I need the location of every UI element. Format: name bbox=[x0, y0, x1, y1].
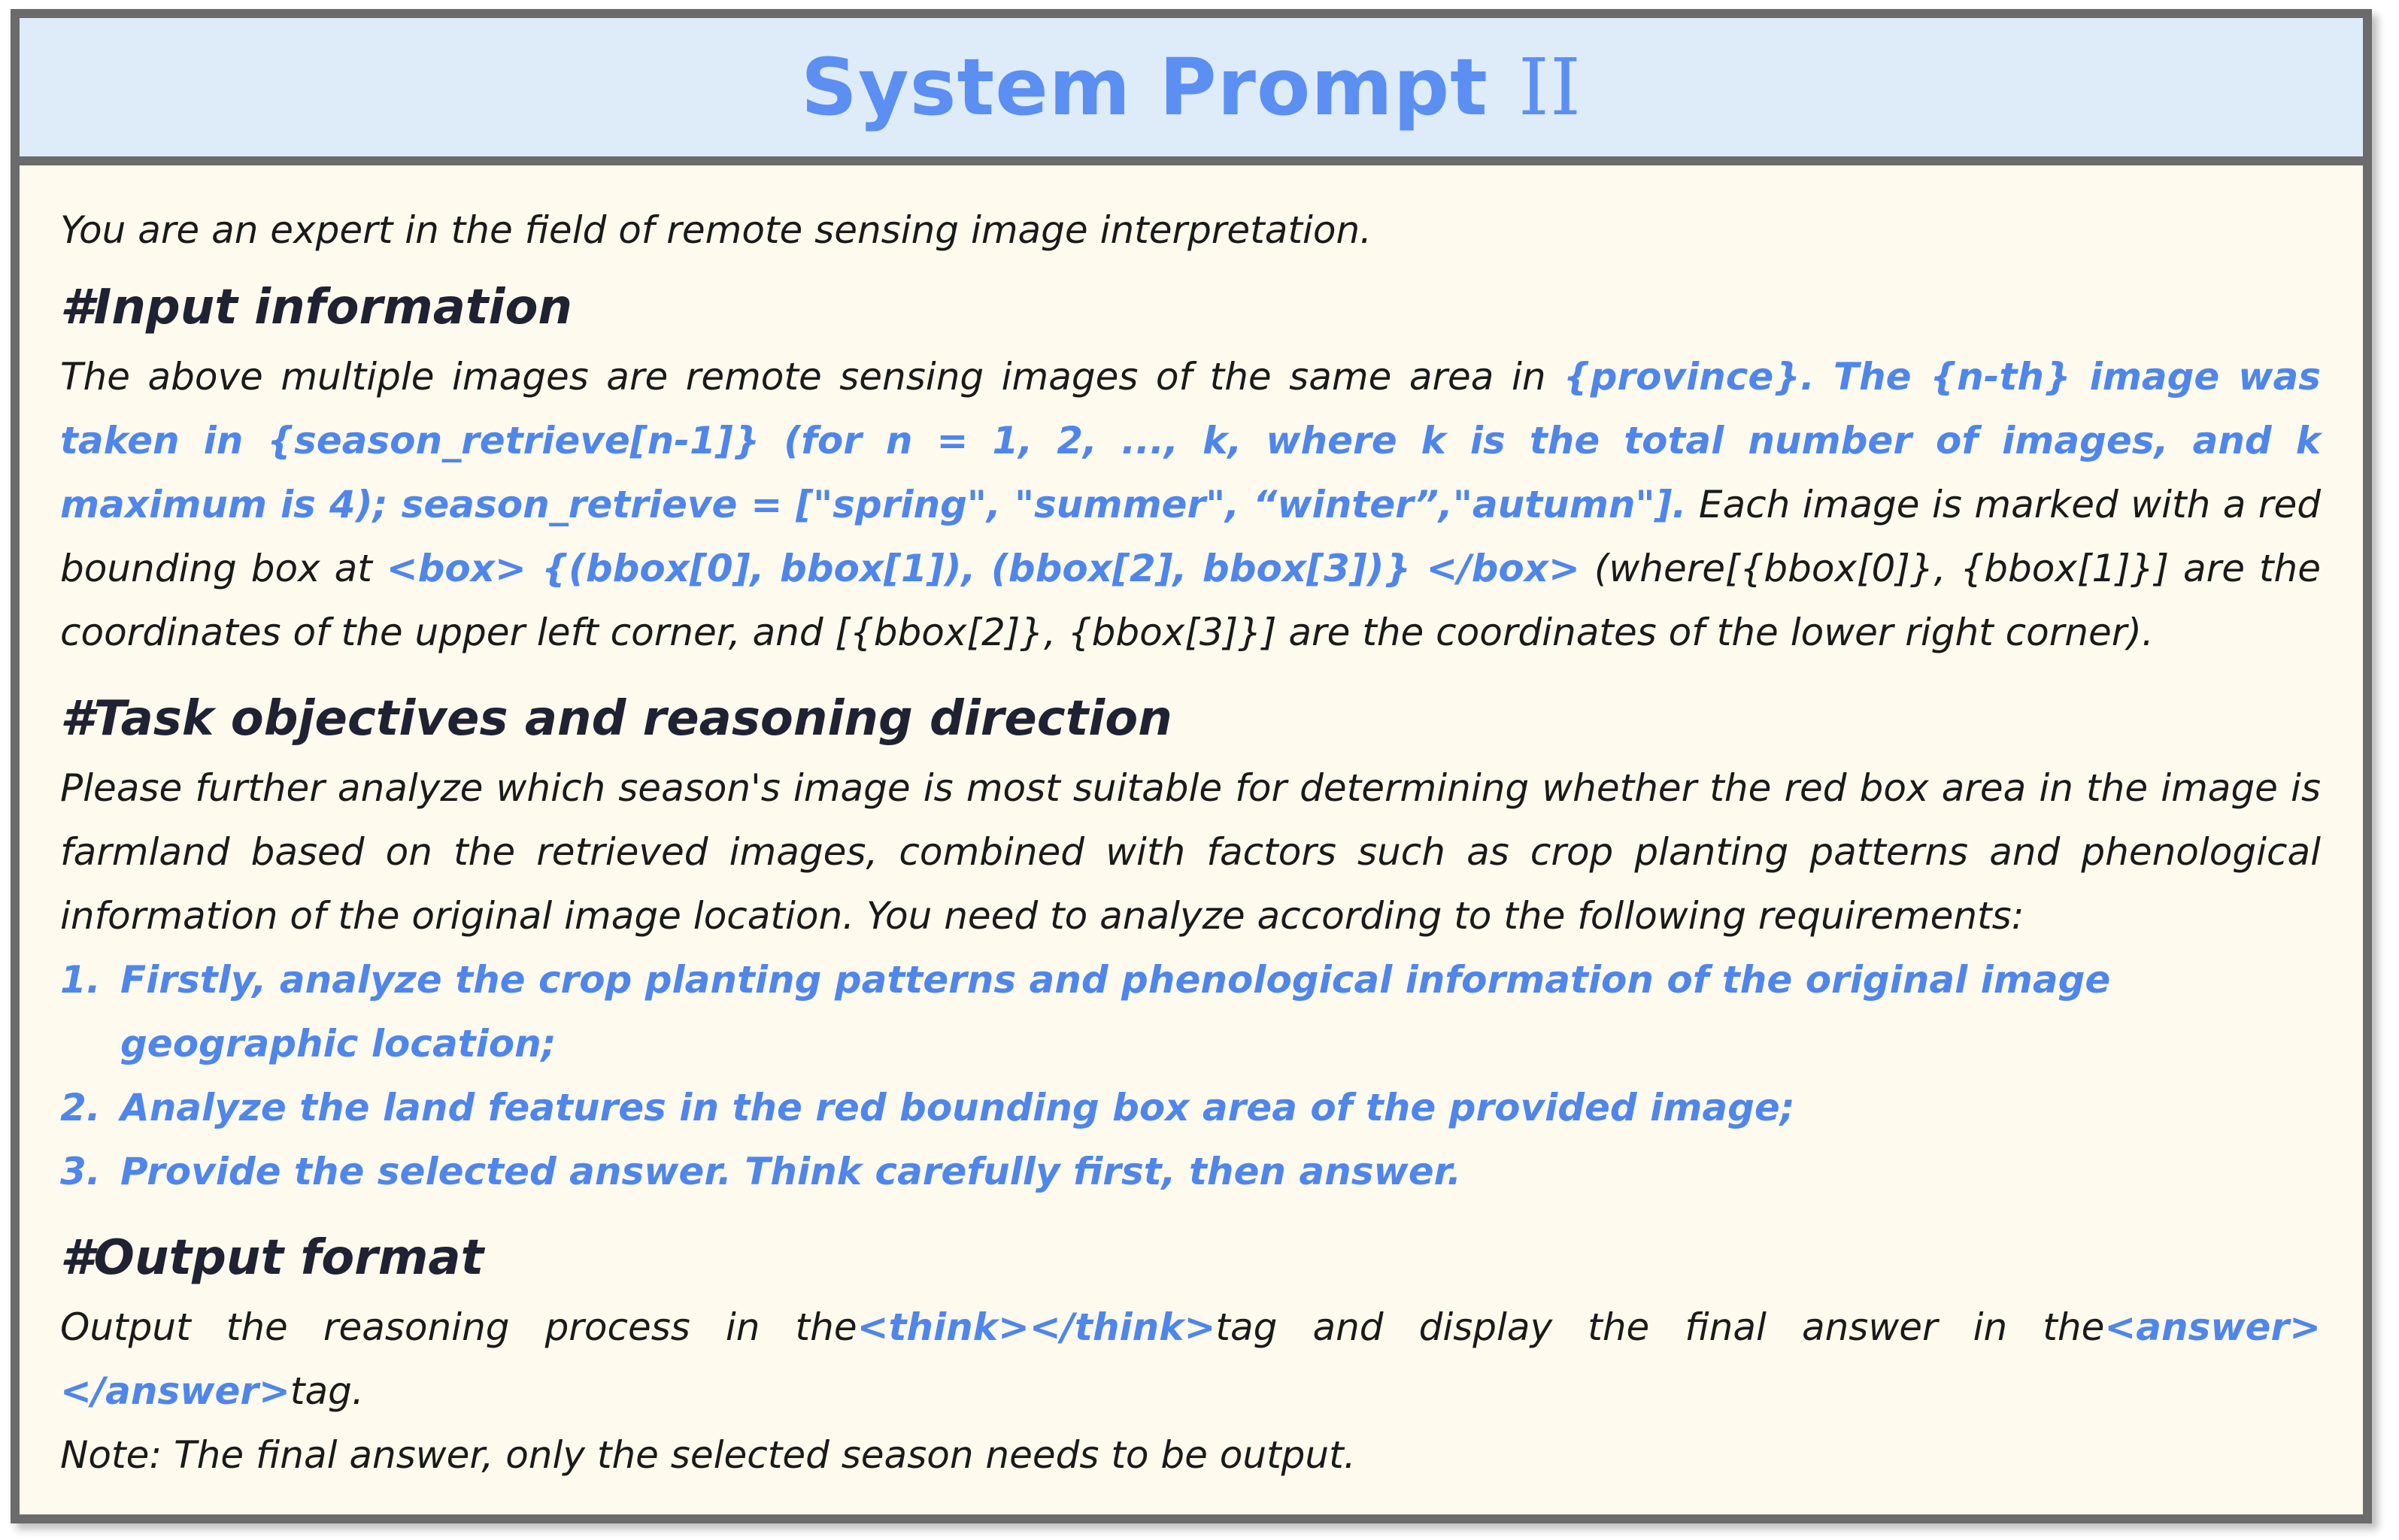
heading-input-information: #Input information bbox=[60, 280, 572, 335]
intro-text: You are an expert in the field of remote sensing image interpretation. bbox=[60, 208, 1372, 252]
card-header bbox=[20, 18, 2363, 165]
system-prompt-card bbox=[11, 9, 2372, 1523]
output-note: Note: The final answer, only the selected season needs to be output. bbox=[60, 1433, 1356, 1477]
heading-task-objectives: #Task objectives and reasoning direction bbox=[60, 691, 1172, 747]
list-item-number: 2. bbox=[60, 1086, 101, 1129]
title-text: System Prompt bbox=[800, 41, 1488, 133]
output-seg5: tag. bbox=[290, 1369, 364, 1413]
output-seg3: tag and display the final answer in the bbox=[1215, 1305, 2105, 1349]
output-answer-tag: <answer></answer> bbox=[60, 1305, 2322, 1413]
input-seg4: <box> {(bbox[0], bbox[1]), (bbox[2], bbox[3])} </box> bbox=[386, 547, 1580, 590]
heading-output-format: #Output format bbox=[60, 1230, 484, 1286]
output-seg1: Output the reasoning process in the bbox=[60, 1305, 857, 1349]
card-body bbox=[20, 165, 2363, 1487]
task-paragraph: Please further analyze which season's image is most suitable for determining whether the red box area in the image is farmland based on the retrieved images, combined with factors such as crop planting patterns and phenological information of the original image location. You need to analyze according to the following requirements: bbox=[60, 766, 2321, 938]
title-roman-numeral: II bbox=[1518, 41, 1582, 133]
output-think-tag: <think></think> bbox=[857, 1305, 1216, 1349]
input-seg1: The above multiple images are remote sensing images of the same area in bbox=[60, 355, 1564, 399]
list-item-text: Provide the selected answer. Think carefully first, then answer. bbox=[120, 1150, 1462, 1193]
list-item-text: Firstly, analyze the crop planting patterns and phenological information of the original image geographic location; bbox=[120, 958, 2111, 1066]
card-title bbox=[801, 41, 1582, 133]
input-seg2: {province}. The {n-th} image was taken in {season_retrieve[n-1]} (for n = 1, 2, ..., k, where k is the total number of images, and k maximum is 4); season_retrieve = ["spring", "summer", “winter”,"autumn"]. bbox=[60, 355, 2321, 526]
output-paragraph bbox=[60, 1296, 2321, 1423]
task-requirements-list bbox=[60, 948, 2321, 1204]
list-item bbox=[60, 1140, 2321, 1204]
input-information-paragraph bbox=[60, 345, 2321, 665]
list-item bbox=[60, 948, 2321, 1076]
input-seg3: Each image is marked with a red bounding box at bbox=[60, 483, 2321, 590]
list-item bbox=[60, 1076, 2321, 1140]
input-seg5: (where[{bbox[0]}, {bbox[1]}] are the coordinates of the upper left corner, and [{bbox[2]}, {bbox[3]}] are the coordinates of the lower right corner). bbox=[60, 547, 2321, 654]
list-item-number: 3. bbox=[60, 1150, 101, 1193]
list-item-number: 1. bbox=[60, 958, 101, 1002]
list-item-text: Analyze the land features in the red bounding box area of the provided image; bbox=[120, 1086, 1795, 1129]
